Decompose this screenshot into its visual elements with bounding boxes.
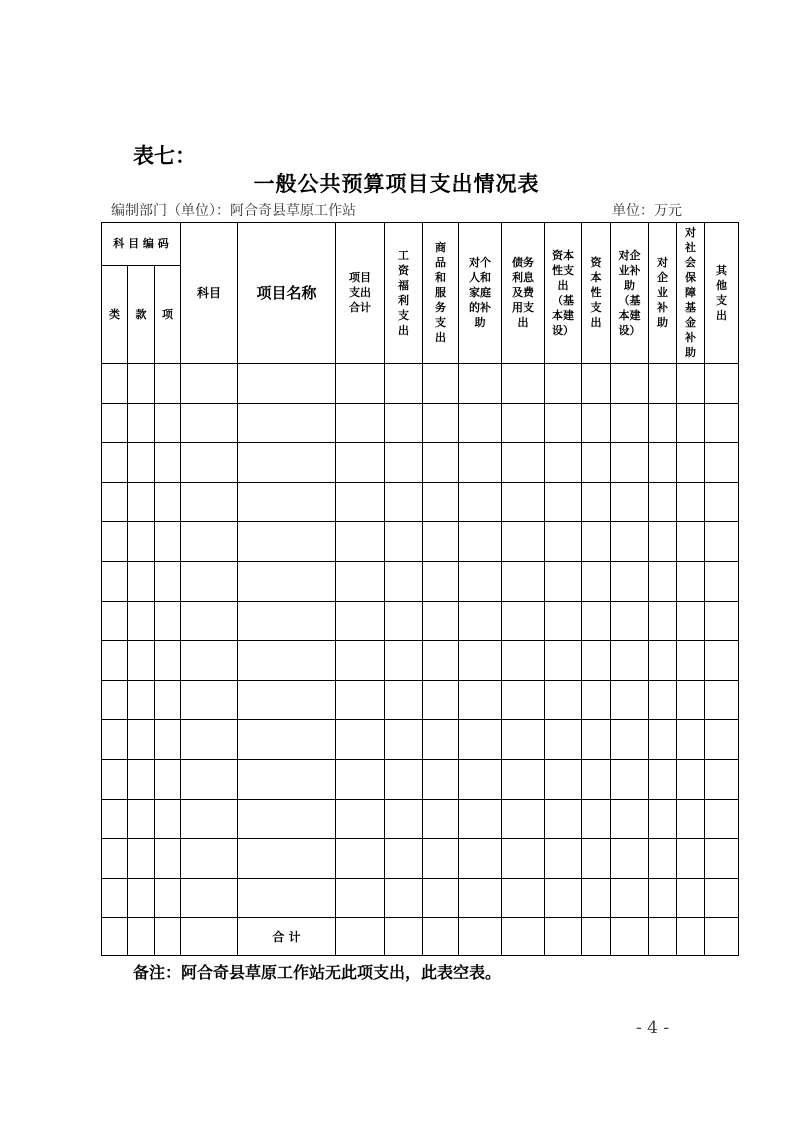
header-social-security-subsidy [677, 223, 705, 364]
table-cell [155, 403, 181, 443]
table-cell [155, 680, 181, 720]
table-cell [545, 482, 582, 522]
table-cell [181, 443, 238, 483]
table-cell [459, 641, 502, 681]
table-cell [705, 443, 739, 483]
header-code-group: 科 目 编 码 [102, 223, 181, 266]
table-cell [423, 839, 459, 879]
table-cell [611, 641, 649, 681]
table-cell [128, 759, 155, 799]
table-cell [181, 799, 238, 839]
table-cell [423, 680, 459, 720]
table-row [102, 522, 739, 562]
total-cell [545, 918, 582, 956]
table-cell [238, 799, 336, 839]
table-cell [238, 403, 336, 443]
table-cell [102, 601, 128, 641]
total-cell [128, 918, 155, 956]
table-cell [677, 759, 705, 799]
table-cell [128, 680, 155, 720]
table-row [102, 839, 739, 879]
table-cell [582, 482, 611, 522]
table-cell [238, 641, 336, 681]
table-cell [238, 561, 336, 601]
table-cell [649, 878, 677, 918]
table-cell [155, 443, 181, 483]
table-cell [677, 799, 705, 839]
table-cell [385, 878, 423, 918]
table-cell [677, 364, 705, 404]
header-other [705, 223, 739, 364]
header-project-name: 项目名称 [238, 223, 336, 364]
table-row [102, 403, 739, 443]
table-cell [459, 799, 502, 839]
table-cell [181, 680, 238, 720]
table-cell [502, 720, 545, 760]
total-cell [502, 918, 545, 956]
table-cell [677, 720, 705, 760]
table-cell [705, 799, 739, 839]
table-cell [459, 680, 502, 720]
table-cell [102, 641, 128, 681]
table-cell [705, 759, 739, 799]
table-cell [611, 839, 649, 879]
table-cell [423, 878, 459, 918]
table-cell [423, 641, 459, 681]
total-cell [582, 918, 611, 956]
table-cell [128, 561, 155, 601]
table-cell [423, 364, 459, 404]
table-cell [385, 403, 423, 443]
table-cell [545, 561, 582, 601]
table-cell [582, 878, 611, 918]
table-cell [545, 759, 582, 799]
table-cell [649, 522, 677, 562]
table-row [102, 482, 739, 522]
table-cell [611, 601, 649, 641]
table-row [102, 364, 739, 404]
table-cell [649, 759, 677, 799]
table-cell [181, 561, 238, 601]
table-cell [336, 641, 385, 681]
table-cell [502, 443, 545, 483]
total-cell [459, 918, 502, 956]
table-cell [128, 799, 155, 839]
table-cell [336, 482, 385, 522]
table-cell [677, 522, 705, 562]
table-cell [336, 799, 385, 839]
total-cell [423, 918, 459, 956]
table-cell [385, 601, 423, 641]
table-cell [705, 641, 739, 681]
org-label: 编制部门（单位）：阿合奇县草原工作站 [111, 203, 356, 219]
table-cell [649, 364, 677, 404]
table-cell [545, 522, 582, 562]
table-cell [385, 561, 423, 601]
table-cell [611, 364, 649, 404]
table-cell [545, 601, 582, 641]
table-cell [677, 482, 705, 522]
header-individual-subsidy-text: 对个人和家庭的补助 [469, 256, 491, 329]
header-capital [582, 223, 611, 364]
table-cell [459, 403, 502, 443]
table-cell [705, 839, 739, 879]
table-cell [459, 443, 502, 483]
table-cell [385, 482, 423, 522]
table-cell [181, 759, 238, 799]
table-cell [582, 364, 611, 404]
table-cell [155, 364, 181, 404]
table-cell [459, 364, 502, 404]
table-cell [705, 364, 739, 404]
table-cell [181, 522, 238, 562]
total-cell [611, 918, 649, 956]
table-cell [102, 443, 128, 483]
table-cell [155, 641, 181, 681]
table-cell [238, 601, 336, 641]
table-cell [423, 601, 459, 641]
table-cell [102, 680, 128, 720]
header-debt-interest-text: 债务利息及费用支出 [512, 256, 534, 329]
table-cell [611, 759, 649, 799]
table-cell [545, 799, 582, 839]
header-lei: 类 [102, 266, 128, 364]
table-cell [385, 759, 423, 799]
total-row [102, 918, 739, 956]
table-cell [459, 759, 502, 799]
table-cell [677, 443, 705, 483]
table-cell [545, 878, 582, 918]
table-cell [336, 878, 385, 918]
table-cell [385, 522, 423, 562]
table-cell [181, 641, 238, 681]
table-cell [181, 364, 238, 404]
table-cell [582, 403, 611, 443]
table-cell [181, 403, 238, 443]
table-cell [459, 839, 502, 879]
header-kuan: 款 [128, 266, 155, 364]
table-cell [649, 720, 677, 760]
table-cell [582, 443, 611, 483]
table-cell [181, 839, 238, 879]
table-row [102, 878, 739, 918]
table-cell [611, 720, 649, 760]
table-row [102, 561, 739, 601]
table-row [102, 601, 739, 641]
table-cell [705, 878, 739, 918]
header-subject: 科目 [181, 223, 238, 364]
table-cell [611, 680, 649, 720]
table-cell [336, 403, 385, 443]
header-enterprise-subsidy-construction-text: 对企业补助（基本建设） [618, 248, 641, 337]
table-cell [238, 482, 336, 522]
table-cell [649, 680, 677, 720]
table-cell [459, 601, 502, 641]
table-cell [582, 799, 611, 839]
unit-label: 单位：万元 [612, 203, 682, 219]
table-cell [649, 839, 677, 879]
table-cell [545, 641, 582, 681]
header-enterprise-subsidy-construction [611, 223, 649, 364]
table-cell [611, 561, 649, 601]
table-cell [128, 839, 155, 879]
table-cell [705, 680, 739, 720]
table-cell [677, 561, 705, 601]
table-cell [502, 799, 545, 839]
table-cell [238, 878, 336, 918]
header-project-total [336, 223, 385, 364]
header-xiang: 项 [155, 266, 181, 364]
table-cell [611, 443, 649, 483]
table-cell [502, 878, 545, 918]
table-cell [649, 601, 677, 641]
table-cell [502, 641, 545, 681]
table-cell [238, 680, 336, 720]
table-cell [459, 522, 502, 562]
table-cell [385, 364, 423, 404]
table-row [102, 641, 739, 681]
table-cell [545, 364, 582, 404]
table-cell [155, 482, 181, 522]
table-cell [611, 799, 649, 839]
table-cell [459, 878, 502, 918]
table-cell [102, 799, 128, 839]
table-cell [677, 680, 705, 720]
table-cell [155, 561, 181, 601]
table-cell [155, 799, 181, 839]
header-social-security-subsidy-text: 对社会保障基金补助 [685, 226, 696, 359]
table-cell [336, 839, 385, 879]
table-cell [677, 839, 705, 879]
table-cell [705, 482, 739, 522]
table-cell [238, 720, 336, 760]
header-project-total-text: 项目支出合计 [349, 271, 371, 314]
table-cell [128, 878, 155, 918]
table-cell [545, 720, 582, 760]
table-cell [238, 443, 336, 483]
table-cell [385, 641, 423, 681]
table-cell [385, 443, 423, 483]
table-cell [423, 561, 459, 601]
table-cell [582, 720, 611, 760]
table-cell [649, 443, 677, 483]
table-cell [705, 601, 739, 641]
table-cell [155, 522, 181, 562]
table-cell [238, 364, 336, 404]
table-cell [459, 720, 502, 760]
header-capital-construction-text: 资本性支出（基本建设） [552, 248, 574, 337]
table-cell [336, 601, 385, 641]
table-cell [502, 522, 545, 562]
table-cell [582, 601, 611, 641]
total-cell [336, 918, 385, 956]
table-cell [128, 720, 155, 760]
expense-table [101, 222, 739, 956]
table-cell [336, 364, 385, 404]
table-cell [502, 561, 545, 601]
table-cell [423, 720, 459, 760]
table-cell [128, 601, 155, 641]
table-row [102, 680, 739, 720]
remark: 备注：阿合奇县草原工作站无此项支出，此表空表。 [133, 963, 502, 982]
table-cell [102, 364, 128, 404]
table-cell [128, 443, 155, 483]
table-cell [502, 759, 545, 799]
header-capital-construction [545, 223, 582, 364]
table-cell [155, 878, 181, 918]
table-cell [336, 759, 385, 799]
table-label: 表七： [133, 143, 196, 168]
table-cell [336, 680, 385, 720]
table-cell [705, 561, 739, 601]
total-cell [181, 918, 238, 956]
table-cell [677, 601, 705, 641]
table-cell [459, 561, 502, 601]
table-cell [611, 878, 649, 918]
table-cell [611, 482, 649, 522]
table-cell [423, 522, 459, 562]
table-cell [502, 364, 545, 404]
total-cell [385, 918, 423, 956]
table-cell [649, 641, 677, 681]
table-cell [545, 443, 582, 483]
total-cell [677, 918, 705, 956]
table-cell [502, 680, 545, 720]
table-cell [502, 403, 545, 443]
table-cell [545, 403, 582, 443]
table-cell [649, 403, 677, 443]
table-row [102, 799, 739, 839]
table-cell [649, 561, 677, 601]
table-cell [102, 839, 128, 879]
table-cell [102, 561, 128, 601]
table-cell [155, 720, 181, 760]
table-cell [155, 759, 181, 799]
table-cell [611, 403, 649, 443]
table-cell [102, 522, 128, 562]
table-row [102, 759, 739, 799]
table-cell [582, 641, 611, 681]
table-cell [677, 641, 705, 681]
page-number: - 4 - [636, 1018, 670, 1038]
table-cell [423, 443, 459, 483]
header-row-1 [102, 223, 739, 266]
table-cell [459, 482, 502, 522]
table-cell [181, 482, 238, 522]
table-cell [102, 403, 128, 443]
table-cell [128, 522, 155, 562]
header-capital-text: 资本性支出 [590, 256, 602, 329]
table-cell [128, 364, 155, 404]
table-cell [336, 443, 385, 483]
table-cell [502, 839, 545, 879]
table-cell [582, 561, 611, 601]
table-cell [677, 403, 705, 443]
page-title: 一般公共预算项目支出情况表 [253, 171, 540, 196]
table-cell [385, 799, 423, 839]
table-cell [582, 522, 611, 562]
table-cell [611, 522, 649, 562]
table-cell [649, 482, 677, 522]
header-goods-services [423, 223, 459, 364]
table-row [102, 443, 739, 483]
table-cell [705, 522, 739, 562]
header-wages [385, 223, 423, 364]
table-cell [336, 522, 385, 562]
table-cell [677, 878, 705, 918]
header-enterprise-subsidy [649, 223, 677, 364]
total-cell [155, 918, 181, 956]
table-cell [649, 799, 677, 839]
table-cell [336, 561, 385, 601]
header-goods-services-text: 商品和服务支出 [435, 241, 446, 344]
table-cell [181, 720, 238, 760]
total-cell [102, 918, 128, 956]
total-label: 合 计 [238, 918, 336, 956]
table-cell [385, 720, 423, 760]
header-wages-text: 工资福利支出 [398, 248, 409, 337]
table-cell [582, 680, 611, 720]
table-cell [545, 680, 582, 720]
table-cell [385, 680, 423, 720]
table-cell [102, 878, 128, 918]
table-cell [181, 878, 238, 918]
table-cell [238, 522, 336, 562]
table-cell [155, 839, 181, 879]
table-row [102, 720, 739, 760]
header-enterprise-subsidy-text: 对企业补助 [657, 256, 668, 329]
header-debt-interest [502, 223, 545, 364]
table-cell [238, 759, 336, 799]
table-cell [705, 403, 739, 443]
header-other-text: 其他支出 [716, 263, 727, 322]
table-cell [102, 482, 128, 522]
table-cell [385, 839, 423, 879]
table-cell [128, 641, 155, 681]
table-cell [181, 601, 238, 641]
table-cell [423, 799, 459, 839]
table-cell [423, 759, 459, 799]
table-cell [336, 720, 385, 760]
table-cell [102, 720, 128, 760]
table-cell [582, 759, 611, 799]
table-cell [102, 759, 128, 799]
table-cell [502, 601, 545, 641]
table-cell [423, 403, 459, 443]
table-cell [705, 720, 739, 760]
total-cell [649, 918, 677, 956]
table-cell [582, 839, 611, 879]
total-cell [705, 918, 739, 956]
header-individual-subsidy [459, 223, 502, 364]
table-cell [128, 403, 155, 443]
table-cell [128, 482, 155, 522]
table-cell [238, 839, 336, 879]
table-cell [155, 601, 181, 641]
table-cell [502, 482, 545, 522]
table-cell [423, 482, 459, 522]
table-cell [545, 839, 582, 879]
